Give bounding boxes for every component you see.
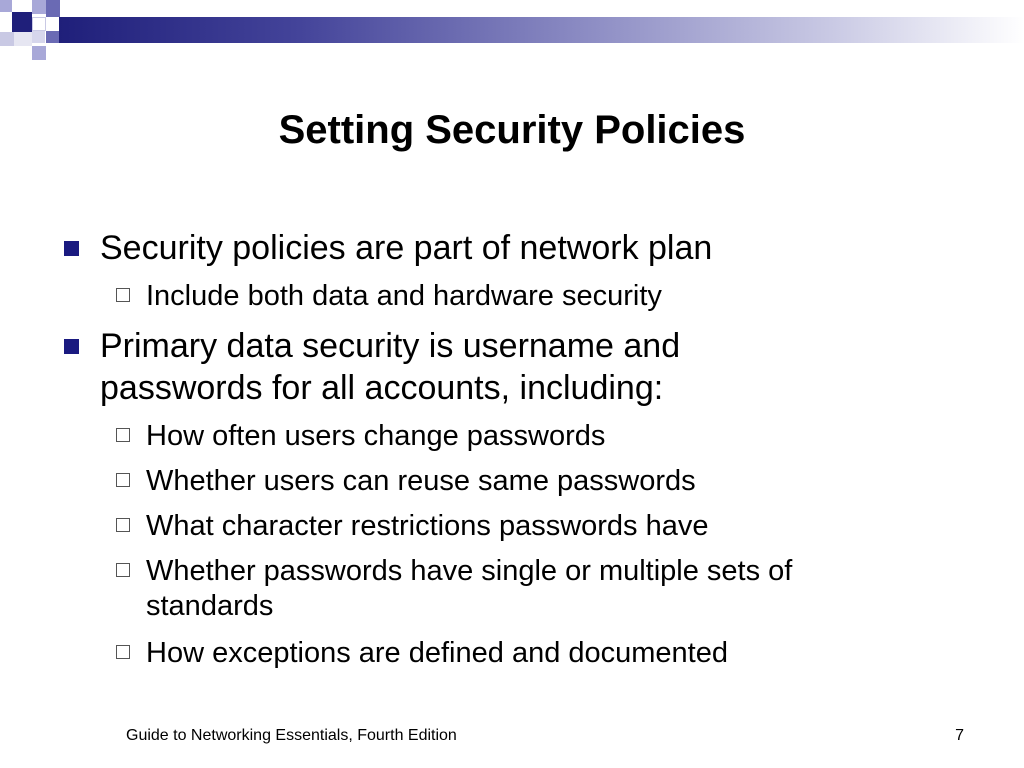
sub-bullet-text: How exceptions are defined and documented (146, 637, 728, 669)
deco-square (32, 31, 45, 43)
footer-text: Guide to Networking Essentials, Fourth Edition (126, 727, 457, 744)
hollow-square-bullet-icon (116, 288, 130, 302)
bullet-text: Security policies are part of network plan (100, 229, 713, 267)
sub-bullet-text: Whether passwords have single or multiple sets of standards (146, 555, 793, 622)
deco-square (0, 0, 12, 12)
sub-bullet-item (146, 509, 926, 544)
hollow-square-bullet-icon (116, 518, 130, 532)
header-gradient-bar (59, 17, 1024, 43)
bullet-text: Primary data security is username and passwords for all accounts, including: (100, 327, 681, 407)
hollow-square-bullet-icon (116, 428, 130, 442)
deco-square (14, 32, 32, 46)
square-bullet-icon (64, 241, 79, 256)
square-bullet-icon (64, 339, 79, 354)
sub-bullet-item (146, 464, 926, 499)
deco-square (32, 17, 46, 31)
deco-square (46, 31, 59, 43)
sub-bullet-item (146, 279, 926, 314)
deco-square (12, 12, 32, 32)
slide-title: Setting Security Policies (278, 108, 746, 152)
hollow-square-bullet-icon (116, 645, 130, 659)
header-decoration (0, 0, 1024, 64)
bullet-item (100, 227, 920, 269)
sub-bullet-item (146, 419, 926, 454)
page-number: 7 (955, 727, 964, 744)
deco-square (32, 46, 46, 60)
sub-bullet-item (146, 554, 916, 624)
deco-square (32, 0, 46, 14)
deco-square (46, 0, 60, 17)
sub-bullet-text: How often users change passwords (146, 420, 606, 452)
sub-bullet-text: What character restrictions passwords have (146, 510, 709, 542)
bullet-item (100, 325, 820, 409)
hollow-square-bullet-icon (116, 563, 130, 577)
hollow-square-bullet-icon (116, 473, 130, 487)
sub-bullet-item (146, 636, 926, 671)
deco-square (0, 32, 14, 46)
sub-bullet-text: Whether users can reuse same passwords (146, 465, 696, 497)
sub-bullet-text: Include both data and hardware security (146, 280, 662, 312)
